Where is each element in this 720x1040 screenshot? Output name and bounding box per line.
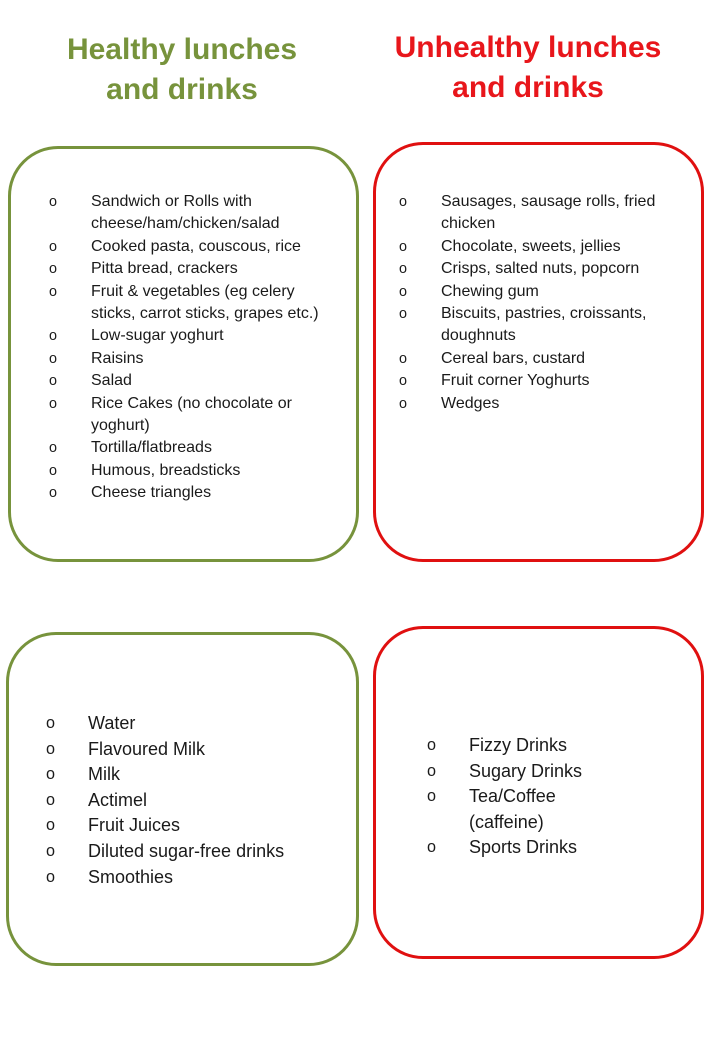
bullet-icon: o: [427, 787, 437, 806]
list-item: [46, 788, 346, 814]
bullet-icon: o: [399, 306, 408, 323]
list-item-text: Rice Cakes (no chocolate or yoghurt): [91, 394, 292, 435]
bullet-icon: o: [427, 736, 437, 754]
list-item: [399, 281, 695, 303]
list-item: [427, 759, 627, 785]
unhealthy-heading-line1: Unhealthy lunches: [394, 31, 662, 64]
bullet-icon: o: [49, 350, 58, 367]
list-item-text: Smoothies: [88, 866, 174, 887]
list-item-text: Sports Drinks: [469, 837, 578, 858]
list-item-text: Diluted sugar-free drinks: [88, 840, 285, 861]
unhealthy-drinks-box: [373, 626, 704, 959]
unhealthy-lunches-box: [373, 142, 704, 562]
unhealthy-lunches-list: [399, 191, 695, 415]
list-item: [49, 281, 339, 326]
list-item: [49, 348, 339, 370]
list-item: [399, 303, 695, 348]
list-item-text: Actimel: [88, 789, 148, 810]
list-item-text: Fruit & vegetables (eg celery sticks, carrot sticks, grapes etc.): [91, 282, 319, 323]
list-item-text: Fizzy Drinks: [469, 735, 567, 755]
list-item-text: Biscuits, pastries, croissants, doughnuts: [441, 305, 647, 345]
bullet-icon: o: [49, 373, 58, 390]
unhealthy-heading-line2: and drinks: [452, 71, 604, 104]
bullet-icon: o: [49, 485, 58, 502]
healthy-heading-line2: and drinks: [106, 73, 258, 106]
list-item-text: Chocolate, sweets, jellies: [441, 237, 621, 255]
bullet-icon: o: [399, 283, 408, 300]
list-item: [49, 482, 339, 504]
list-item-text: Chewing gum: [441, 282, 539, 300]
list-item-text: Crisps, salted nuts, popcorn: [441, 260, 640, 278]
list-item-text: Cereal bars, custard: [441, 349, 586, 367]
list-item-text: Fruit corner Yoghurts: [441, 372, 590, 390]
bullet-icon: o: [399, 194, 408, 210]
list-item-text: Flavoured Milk: [88, 738, 206, 759]
list-item-text: Fruit Juices: [88, 815, 181, 836]
bullet-icon: o: [399, 373, 408, 390]
list-item-text: Sugary Drinks: [469, 760, 583, 781]
list-item: [46, 737, 346, 763]
list-item: [399, 393, 695, 415]
unhealthy-heading: [368, 28, 688, 108]
list-item: [49, 258, 339, 280]
bullet-icon: o: [427, 838, 437, 857]
list-item-text: Sausages, sausage rolls, fried chicken: [441, 193, 656, 233]
bullet-icon: o: [49, 440, 58, 457]
list-item: [49, 460, 339, 482]
healthy-drinks-list: [46, 711, 346, 890]
bullet-icon: o: [49, 328, 58, 345]
healthy-lunches-box: [8, 146, 359, 562]
bullet-icon: o: [49, 462, 58, 479]
bullet-icon: o: [49, 395, 58, 412]
list-item-text: Humous, breadsticks: [91, 461, 241, 479]
bullet-icon: o: [427, 761, 437, 780]
bullet-icon: o: [46, 739, 56, 758]
list-item-text: Low-sugar yoghurt: [91, 327, 224, 345]
healthy-drinks-box: [6, 632, 359, 966]
list-item: [399, 258, 695, 280]
list-item-text: Milk: [88, 764, 120, 785]
unhealthy-drinks-list: [427, 733, 627, 861]
list-item: [399, 236, 695, 258]
list-item: [427, 733, 627, 759]
list-item-text: Tea/Coffee (caffeine): [469, 786, 556, 832]
list-item: [49, 325, 339, 347]
list-item-text: Sandwich or Rolls with cheese/ham/chicken/salad: [91, 193, 280, 233]
list-item: [49, 191, 339, 236]
list-item: [46, 839, 346, 865]
list-item: [49, 236, 339, 258]
list-item: [399, 370, 695, 392]
bullet-icon: o: [49, 261, 58, 278]
healthy-lunches-list: [49, 191, 339, 505]
healthy-heading-line1: Healthy lunches: [66, 33, 298, 66]
bullet-icon: o: [49, 194, 58, 210]
list-item: [46, 762, 346, 788]
list-item: [399, 191, 695, 236]
list-item-text: Tortilla/flatbreads: [91, 439, 212, 457]
list-item: [46, 813, 346, 839]
healthy-heading: [28, 30, 336, 110]
bullet-icon: o: [46, 816, 56, 835]
list-item-text: Pitta bread, crackers: [91, 260, 238, 278]
list-item: [49, 437, 339, 459]
list-item-text: Salad: [91, 372, 132, 390]
list-item-text: Raisins: [91, 349, 144, 367]
list-item: [427, 835, 627, 861]
bullet-icon: o: [46, 714, 56, 732]
bullet-icon: o: [49, 283, 58, 300]
bullet-icon: o: [46, 841, 56, 860]
bullet-icon: o: [399, 238, 408, 255]
list-item-text: Water: [88, 713, 136, 733]
bullet-icon: o: [46, 867, 56, 886]
list-item: [399, 348, 695, 370]
list-item: [49, 393, 339, 438]
list-item: [427, 784, 627, 835]
list-item-text: Cheese triangles: [91, 484, 212, 502]
list-item-text: Cooked pasta, couscous, rice: [91, 237, 301, 255]
bullet-icon: o: [399, 350, 408, 367]
bullet-icon: o: [399, 395, 408, 412]
bullet-icon: o: [399, 261, 408, 278]
bullet-icon: o: [46, 765, 56, 784]
list-item: [46, 865, 346, 891]
list-item-text: Wedges: [441, 394, 500, 412]
list-item: [46, 711, 346, 737]
bullet-icon: o: [49, 238, 58, 255]
list-item: [49, 370, 339, 392]
bullet-icon: o: [46, 790, 56, 809]
